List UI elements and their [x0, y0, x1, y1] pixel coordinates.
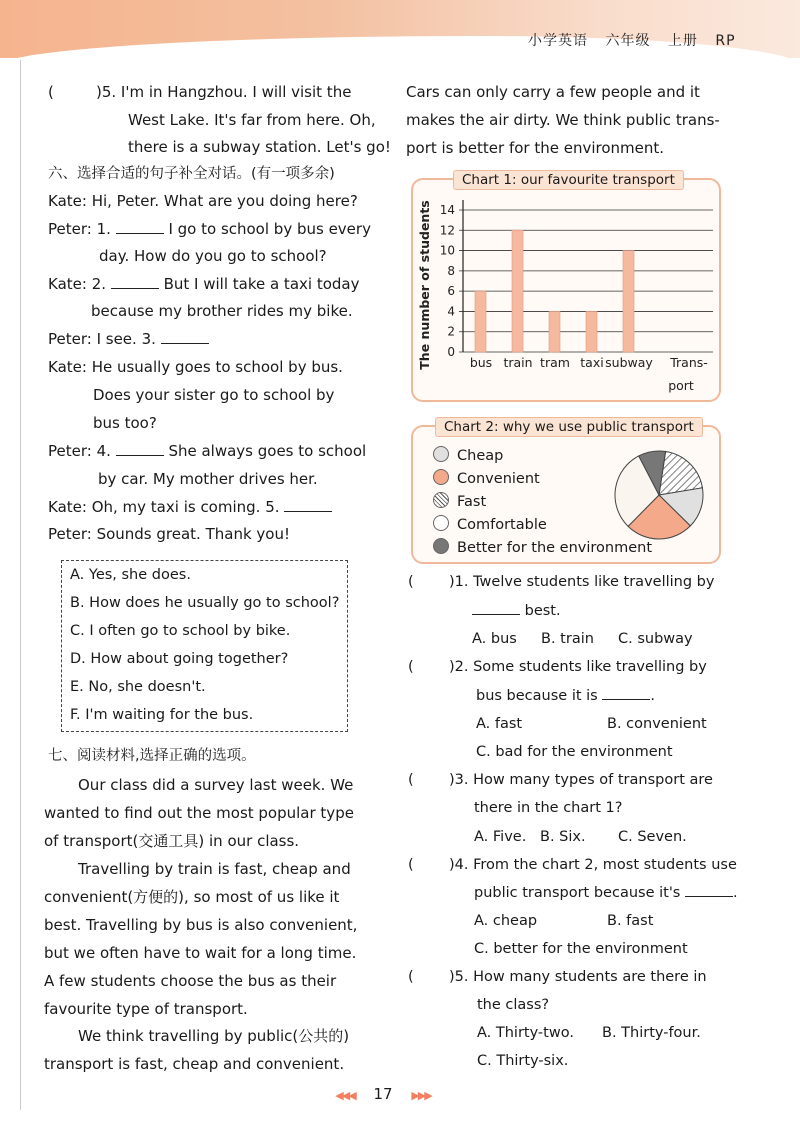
answer-blank-4[interactable] [116, 455, 164, 456]
option-c: C. I often go to school by bike. [70, 623, 291, 639]
reading-p3-l2: transport is fast, cheap and convenient. [44, 1055, 345, 1073]
reading-p2-l3: best. Travelling by bus is also convenient, [44, 916, 358, 934]
bar-subway [623, 251, 634, 352]
option-a: A. Yes, she does. [70, 567, 191, 583]
dialog-6-speaker: Peter: 4. [48, 442, 111, 460]
chart2-pie-chart [609, 445, 709, 545]
q5r-opt-c: C. Thirty-six. [477, 1053, 569, 1069]
legend-label-environment: Better for the environment [457, 540, 653, 556]
header-edition: RP [715, 33, 736, 49]
page-header [528, 30, 748, 50]
q2-opt-c: C. bad for the environment [476, 744, 673, 760]
header-volume: 上册 [667, 33, 698, 49]
y-tick-12: 12 [439, 223, 455, 238]
y-axis-label: The number of students [417, 200, 432, 370]
y-tick-14: 14 [439, 203, 455, 217]
dialog-line-2a [48, 219, 371, 239]
option-e: E. No, she doesn't. [70, 679, 206, 695]
option-d: D. How about going together? [70, 651, 289, 667]
dialog-line-1: Kate: Hi, Peter. What are you doing here? [48, 192, 358, 210]
option-f: F. I'm waiting for the bus. [70, 707, 254, 723]
q4-paren: ( [408, 857, 414, 873]
header-subject: 小学英语 [528, 33, 588, 49]
q4-line2: public transport because it's . [474, 885, 738, 901]
y-tick-0: 0 [447, 345, 455, 359]
q3-line2: there in the chart 1? [474, 800, 623, 816]
q1-opt-c: C. subway [618, 631, 693, 647]
q2-line2: bus because it is . [476, 688, 655, 704]
reading-cont-l1: Cars can only carry a few people and it [406, 83, 700, 101]
q4-opt-c: C. better for the environment [474, 941, 688, 957]
chart1-box [411, 172, 721, 402]
page-footer [318, 1085, 448, 1103]
dialog-line-2c: day. How do you go to school? [99, 247, 327, 265]
dialog-line-7 [48, 497, 332, 517]
x-tick-bus: bus [469, 355, 493, 370]
q4-line2-text: public transport because it's [474, 885, 681, 901]
q3-opt-c: C. Seven. [618, 829, 687, 845]
dialog-7-text: Kate: Oh, my taxi is coming. 5. [48, 498, 280, 516]
dialog-line-5a: Kate: He usually goes to school by bus. [48, 358, 343, 376]
q3-stem: )3. How many types of transport are [449, 772, 713, 788]
q5r-paren: ( [408, 969, 414, 985]
q1-paren: ( [408, 574, 414, 590]
answer-blank-1[interactable] [116, 233, 164, 234]
dialog-line-3a [48, 274, 359, 294]
reading-p3-l1: We think travelling by public(公共的) [78, 1027, 350, 1045]
chart1-bar-chart [413, 180, 719, 400]
bar-tram [549, 311, 560, 352]
dialog-2-text: I go to school by bus every [168, 220, 371, 238]
q1-line2 [472, 603, 561, 619]
dialog-line-6a [48, 441, 366, 461]
y-tick-2: 2 [447, 324, 455, 339]
legend-fast [433, 492, 486, 510]
dialog-line-4 [48, 329, 209, 349]
prev-page-arrows[interactable]: ◀◀◀ [335, 1089, 355, 1102]
dialog-line-3c: because my brother rides my bike. [91, 302, 353, 320]
q2-stem: )2. Some students like travelling by [449, 659, 707, 675]
legend-swatch-convenient [433, 469, 449, 485]
reading-p2-l4: but we often have to wait for a long time. [44, 944, 357, 962]
q5-line3: there is a subway station. Let's go! [128, 138, 391, 156]
q5r-opt-b: B. Thirty-four. [602, 1025, 701, 1041]
page-number: 17 [373, 1085, 393, 1103]
q2-opt-a: A. fast [476, 716, 523, 732]
bar-train [512, 230, 523, 352]
q4-opt-b: B. fast [607, 913, 654, 929]
section6-title: 六、选择合适的句子补全对话。(有一项多余) [48, 166, 335, 182]
q2-paren: ( [408, 659, 414, 675]
q1-opt-b: B. train [541, 631, 594, 647]
dialog-4-text: Peter: I see. 3. [48, 330, 156, 348]
x-tick-train: train [503, 355, 533, 370]
reading-p1-l2: wanted to find out the most popular type [44, 804, 354, 822]
legend-label-cheap: Cheap [457, 448, 504, 464]
y-tick-4: 4 [447, 304, 455, 319]
q5-line2: West Lake. It's far from here. Oh, [128, 111, 376, 129]
legend-convenient [433, 469, 540, 487]
book-spine-line [20, 60, 21, 1110]
answer-blank-2[interactable] [111, 288, 159, 289]
reading-cont-l3: port is better for the environment. [406, 139, 665, 157]
legend-label-fast: Fast [457, 494, 487, 510]
reading-p2-l6: favourite type of transport. [44, 1000, 248, 1018]
legend-label-comfortable: Comfortable [457, 517, 547, 533]
q2-blank[interactable] [602, 699, 650, 700]
dialog-3-text: But I will take a taxi today [163, 275, 360, 293]
reading-p1-l1: Our class did a survey last week. We [78, 776, 354, 794]
answer-blank-5[interactable] [284, 511, 332, 512]
next-page-arrows[interactable]: ▶▶▶ [411, 1089, 431, 1102]
chart1-title: Chart 1: our favourite transport [453, 170, 684, 190]
dialog-line-5c: bus too? [93, 414, 157, 432]
dialog-line-6c: by car. My mother drives her. [98, 470, 318, 488]
legend-swatch-comfortable [433, 515, 449, 531]
options-box [61, 560, 348, 732]
dialog-3-speaker: Kate: 2. [48, 275, 107, 293]
option-b: B. How does he usually go to school? [70, 595, 340, 611]
legend-swatch-environment [433, 538, 449, 554]
q4-stem: )4. From the chart 2, most students use [449, 857, 737, 873]
q1-line2-text: best. [524, 603, 561, 619]
section7-title: 七、阅读材料,选择正确的选项。 [48, 748, 256, 764]
q3-opt-a: A. Five. [474, 829, 527, 845]
reading-cont-l2: makes the air dirty. We think public trans- [406, 111, 720, 129]
legend-label-convenient: Convenient [457, 471, 540, 487]
answer-blank-3[interactable] [161, 343, 209, 344]
q1-stem: )1. Twelve students like travelling by [449, 574, 715, 590]
q2-line2-text: bus because it is [476, 688, 598, 704]
y-tick-10: 10 [439, 243, 455, 258]
q5r-stem: )5. How many students are there in [449, 969, 707, 985]
reading-p2-l1: Travelling by train is fast, cheap and [78, 860, 351, 878]
bar-taxi [586, 311, 597, 352]
q4-opt-a: A. cheap [474, 913, 538, 929]
dialog-line-8: Peter: Sounds great. Thank you! [48, 525, 290, 543]
legend-cheap [433, 446, 503, 464]
q2-opt-b: B. convenient [607, 716, 707, 732]
q1-opt-a: A. bus [472, 631, 517, 647]
legend-swatch-cheap [433, 446, 449, 462]
dialog-2-speaker: Peter: 1. [48, 220, 111, 238]
header-grade: 六年级 [605, 33, 651, 49]
x-tick-subway: subway [605, 355, 653, 370]
chart2-box [411, 419, 721, 564]
q3-paren: ( [408, 772, 414, 788]
y-tick-8: 8 [447, 263, 455, 278]
reading-p2-l5: A few students choose the bus as their [44, 972, 337, 990]
bar-bus [475, 291, 486, 352]
q1-blank[interactable] [472, 614, 520, 615]
q5r-line2: the class? [477, 997, 550, 1013]
q5r-opt-a: A. Thirty-two. [477, 1025, 574, 1041]
q5-line1: )5. I'm in Hangzhou. I will visit the [96, 83, 352, 101]
dialog-line-5b: Does your sister go to school by [93, 386, 335, 404]
x-axis-label-1: Trans- [670, 355, 708, 370]
y-tick-6: 6 [447, 284, 455, 299]
dialog-6-text: She always goes to school [168, 442, 367, 460]
legend-comfortable [433, 515, 547, 533]
x-tick-taxi: taxi [580, 355, 604, 370]
legend-swatch-fast [433, 492, 449, 508]
q3-opt-b: B. Six. [540, 829, 586, 845]
q5-paren: ( [48, 83, 54, 101]
reading-p1-l3: of transport(交通工具) in our class. [44, 832, 300, 850]
x-axis-label-2: port [668, 378, 694, 393]
chart2-title: Chart 2: why we use public transport [435, 417, 703, 437]
reading-p2-l2: convenient(方便的), so most of us like it [44, 888, 340, 906]
x-tick-tram: tram [540, 355, 570, 370]
q4-blank[interactable] [685, 896, 733, 897]
